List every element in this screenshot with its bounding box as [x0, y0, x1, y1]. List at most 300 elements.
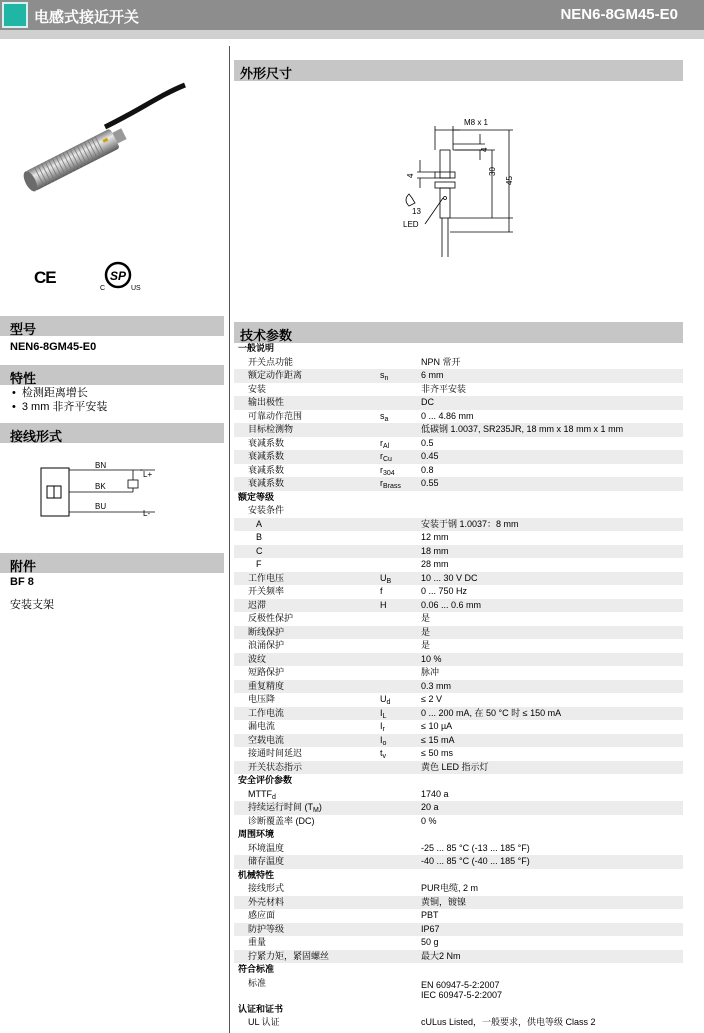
- spec-row: [234, 882, 683, 896]
- spec-label: [238, 774, 292, 788]
- spec-label-text: UL 认证: [248, 1017, 280, 1027]
- spec-value-text: 安装于钢 1.0037：8 mm: [421, 518, 519, 529]
- spec-value-text: ≤ 2 V: [421, 694, 442, 704]
- spec-value: [421, 599, 481, 613]
- spec-label-text: 短路保护: [248, 667, 285, 677]
- spec-symbol-subscript: Al: [383, 442, 390, 450]
- feature-item: • 3 mm 非齐平安装: [12, 400, 107, 414]
- dim-4-top-label: 4: [480, 147, 489, 152]
- spec-label-text: A: [256, 518, 263, 529]
- spec-value-text: 0 %: [421, 815, 437, 826]
- spec-value-text: 0 ... 200 mA, 在 50 °C 时 ≤ 150 mA: [421, 707, 562, 718]
- spec-label-text: 开关状态指示: [248, 761, 303, 772]
- spec-label-text: 一般说明: [238, 343, 275, 353]
- spec-label-text: B: [256, 532, 263, 542]
- spec-label-text: 波纹: [248, 653, 267, 664]
- spec-symbol-subscript: r: [382, 726, 385, 733]
- spec-label-text: 电压降: [248, 694, 276, 704]
- spec-group-heading: [234, 869, 683, 883]
- spec-label: [248, 572, 284, 586]
- column-divider: [229, 46, 230, 1033]
- spec-label: [248, 477, 284, 491]
- spec-value: [421, 450, 439, 464]
- spec-group-heading: [234, 342, 683, 356]
- csa-us-label: US: [131, 285, 141, 292]
- spec-symbol-subscript: a: [384, 415, 389, 423]
- spec-row: [234, 788, 683, 802]
- spec-label: [248, 734, 284, 748]
- spec-row: [234, 734, 683, 748]
- spec-value: [421, 585, 467, 599]
- spec-value-text: 10 ... 30 V DC: [421, 572, 478, 583]
- spec-symbol-text: r: [380, 478, 383, 488]
- header-bar: [0, 0, 704, 30]
- spec-row: [234, 815, 683, 829]
- spec-label-text: 漏电流: [248, 721, 276, 731]
- wire-bu-label: BU: [95, 502, 107, 511]
- spec-row: [234, 950, 683, 964]
- spec-value-text: 0.55: [421, 478, 439, 488]
- feature-item: • 检测距离增长: [12, 386, 107, 400]
- spec-symbol-text: s: [380, 410, 385, 421]
- dim-13-label: 13: [412, 207, 421, 216]
- spec-row: [234, 369, 683, 383]
- spec-value-text: -25 ... 85 °C (-13 ... 185 °F): [421, 842, 530, 853]
- product-model-title: NEN6-8GM45-E0: [560, 6, 678, 23]
- spec-label: [248, 761, 302, 775]
- spec-value-text: ≤ 15 mA: [421, 734, 455, 745]
- spec-label-text: 衰减系数: [248, 464, 285, 475]
- spec-value-text: 最大2 Nm: [421, 950, 461, 961]
- spec-label: [248, 639, 284, 653]
- spec-value: [421, 788, 449, 802]
- spec-row: [234, 531, 683, 545]
- spec-label-text: 开关点功能: [248, 356, 294, 367]
- spec-symbol-text: I: [380, 721, 383, 731]
- spec-label: [248, 356, 293, 370]
- spec-label: [238, 342, 274, 356]
- spec-label-text: 认证和证书: [238, 1003, 284, 1014]
- spec-value: [421, 626, 430, 640]
- spec-label-text: 重量: [248, 937, 267, 947]
- spec-value: [421, 477, 439, 491]
- spec-row: [234, 423, 683, 437]
- spec-label-text: 持续运行时间 (T: [248, 802, 313, 812]
- spec-label: [248, 626, 284, 640]
- accessory-code: BF 8: [10, 576, 34, 588]
- spec-row: [234, 761, 683, 775]
- spec-value-text: NPN 常开: [421, 356, 461, 367]
- spec-label: [248, 882, 284, 896]
- spec-row: [234, 693, 683, 707]
- spec-row: [234, 518, 683, 532]
- spec-value-text: 0.3 mm: [421, 680, 452, 691]
- spec-label-text: F: [256, 559, 262, 569]
- spec-label: [248, 896, 284, 910]
- spec-value: [421, 464, 434, 478]
- csa-c-label: C: [100, 285, 106, 292]
- spec-value: [421, 950, 461, 964]
- spec-label-text: 可靠动作范围: [248, 410, 303, 421]
- supply-plus-label: L+: [143, 470, 153, 479]
- spec-row: [234, 1016, 683, 1030]
- sensor-product-image: [10, 75, 200, 210]
- spec-label: [248, 599, 266, 613]
- spec-value-text: -40 ... 85 °C (-40 ... 185 °F): [421, 856, 530, 866]
- spec-value-text: IP67: [421, 923, 440, 934]
- spec-value-text: 黄色 LED 指示灯: [421, 761, 489, 772]
- spec-value: [421, 423, 623, 437]
- accessory-description: 安装支架: [10, 599, 54, 611]
- spec-label: [248, 842, 284, 856]
- spec-value-text: 6 mm: [421, 370, 444, 380]
- dimension-drawing: [395, 112, 525, 262]
- spec-value: [421, 653, 442, 667]
- spec-value-text: 黄铜，镀镍: [421, 896, 467, 907]
- spec-label: [248, 1016, 280, 1030]
- specs-heading: 技术参数: [234, 322, 683, 343]
- features-list: [12, 386, 107, 414]
- spec-value: [421, 720, 452, 734]
- spec-value: [421, 734, 454, 748]
- spec-value: [421, 855, 530, 869]
- spec-value: [421, 396, 434, 410]
- spec-value-text: ≤ 50 ms: [421, 748, 453, 758]
- spec-value-text: 低碳钢 1.0037, SR235JR, 18 mm x 18 mm x 1 mm: [421, 424, 624, 434]
- spec-symbol-text: s: [380, 370, 385, 380]
- led-label: LED: [403, 220, 419, 229]
- spec-label: [248, 855, 284, 869]
- spec-label-text: 外壳材料: [248, 896, 285, 907]
- supply-minus-label: L-: [143, 509, 151, 518]
- spec-row: [234, 450, 683, 464]
- spec-symbol-text: U: [380, 694, 387, 704]
- spec-value-text: 18 mm: [421, 545, 449, 556]
- spec-value-text: 0 ... 4.86 mm: [421, 410, 474, 421]
- spec-row: [234, 747, 683, 761]
- spec-label-subscript: d: [272, 793, 276, 801]
- spec-value-text: 20 a: [421, 802, 439, 812]
- spec-label: [248, 653, 266, 667]
- spec-row: [234, 545, 683, 559]
- header-subbar: [0, 30, 704, 39]
- spec-label-text: 浪涌保护: [248, 640, 285, 650]
- spec-row: [234, 437, 683, 451]
- spec-label-text: 感应面: [248, 910, 276, 920]
- spec-label: [256, 518, 262, 532]
- spec-value-text: 非齐平安装: [421, 383, 467, 394]
- spec-value-text: 28 mm: [421, 559, 449, 569]
- model-heading: 型号: [0, 316, 224, 336]
- spec-symbol-text: r: [380, 437, 383, 448]
- spec-row: [234, 410, 683, 424]
- spec-label-text: 迟滞: [248, 599, 267, 610]
- spec-value: [421, 936, 439, 950]
- spec-row: [234, 464, 683, 478]
- spec-label: [248, 464, 284, 478]
- spec-value: [421, 545, 449, 559]
- spec-row: [234, 599, 683, 613]
- spec-value: [421, 518, 519, 532]
- spec-value-text-2: IEC 60947-5-2:2007: [421, 989, 503, 1000]
- spec-value-text: 0.8: [421, 464, 434, 475]
- spec-label: [248, 369, 302, 383]
- spec-value-text: PBT: [421, 910, 439, 920]
- spec-label-text: 防护等级: [248, 923, 285, 934]
- spec-label: [256, 558, 262, 572]
- spec-symbol-text: r: [380, 451, 383, 461]
- spec-row: [234, 356, 683, 370]
- spec-value-text: 1740 a: [421, 788, 449, 799]
- spec-symbol-subscript: d: [386, 699, 391, 706]
- dim-thread-label: M8 x 1: [464, 118, 489, 127]
- spec-symbol-text: I: [380, 734, 383, 745]
- spec-value: [421, 639, 430, 653]
- spec-value: [421, 801, 439, 815]
- dim-45-label: 45: [505, 176, 514, 185]
- spec-symbol-subscript: o: [382, 739, 387, 747]
- spec-label-text: 机械特性: [238, 869, 275, 880]
- spec-row: [234, 707, 683, 721]
- spec-label: [256, 545, 263, 559]
- spec-label: [248, 612, 293, 626]
- spec-label-text: C: [256, 545, 263, 556]
- spec-symbol-subscript: n: [384, 375, 389, 382]
- spec-row: [234, 572, 683, 586]
- spec-value-text: DC: [421, 397, 434, 407]
- spec-label: [248, 680, 284, 694]
- spec-label-text: 安全评价参数: [238, 775, 293, 785]
- spec-value: [421, 923, 440, 937]
- spec-label-text: 环境温度: [248, 842, 285, 853]
- spec-value: [421, 437, 434, 451]
- spec-label-text: MTTF: [248, 788, 272, 799]
- spec-label: [248, 720, 275, 734]
- spec-value: [421, 896, 466, 910]
- spec-row: [234, 977, 683, 1003]
- spec-value: [421, 369, 444, 383]
- spec-row: [234, 909, 683, 923]
- spec-label: [248, 666, 284, 680]
- spec-label-text: 符合标准: [238, 964, 275, 974]
- spec-row: [234, 612, 683, 626]
- spec-label: [248, 909, 275, 923]
- spec-label: [238, 869, 274, 883]
- spec-symbol-subscript: Brass: [383, 483, 401, 490]
- spec-label-text: 接通时间延迟: [248, 748, 303, 758]
- spec-row: [234, 666, 683, 680]
- dim-4-left-label: 4: [406, 173, 415, 178]
- spec-label-text: 拧紧力矩，紧固螺丝: [248, 950, 330, 961]
- spec-label-text: 标准: [248, 977, 267, 988]
- spec-label: [248, 396, 284, 410]
- spec-symbol-text: f: [380, 586, 383, 596]
- spec-label-text: 额定动作距离: [248, 370, 303, 380]
- spec-label: [248, 504, 284, 518]
- spec-label: [238, 963, 274, 977]
- spec-label-text: 目标检测物: [248, 424, 294, 434]
- spec-label-text: 工作电压: [248, 572, 285, 583]
- spec-value: [421, 558, 449, 572]
- spec-symbol-subscript: Cu: [383, 456, 392, 463]
- spec-label-text: 断线保护: [248, 626, 285, 637]
- spec-value: [421, 815, 437, 829]
- spec-label: [248, 693, 275, 707]
- spec-group-heading: [234, 828, 683, 842]
- spec-symbol-text: I: [380, 707, 383, 718]
- spec-label-end: ): [318, 802, 322, 812]
- spec-label: [248, 923, 284, 937]
- spec-symbol-subscript: B: [386, 577, 392, 585]
- spec-label-text: 接线形式: [248, 883, 285, 893]
- spec-row: [234, 477, 683, 491]
- spec-label: [248, 423, 293, 437]
- spec-value-text: 10 %: [421, 653, 442, 664]
- spec-row: [234, 855, 683, 869]
- spec-label: [248, 450, 284, 464]
- spec-row: [234, 801, 683, 815]
- spec-label-text: 空载电流: [248, 734, 285, 745]
- spec-value: [421, 531, 449, 545]
- spec-row: [234, 383, 683, 397]
- spec-label-text: 工作电流: [248, 707, 285, 718]
- features-heading: 特性: [0, 365, 224, 385]
- spec-label: [248, 585, 284, 599]
- spec-value-text: 是: [421, 613, 431, 623]
- spec-label-text: 安装: [248, 383, 267, 394]
- spec-value: [421, 410, 474, 424]
- spec-row: [234, 842, 683, 856]
- spec-label: [248, 815, 315, 829]
- spec-label-text: 周围环境: [238, 829, 275, 839]
- spec-value-text: 0.06 ... 0.6 mm: [421, 599, 482, 610]
- spec-value: [421, 909, 439, 923]
- spec-group-heading: [234, 491, 683, 505]
- spec-label: [238, 828, 274, 842]
- spec-value-text: ≤ 10 µA: [421, 721, 453, 731]
- spec-value: [421, 1016, 596, 1030]
- spec-row: [234, 923, 683, 937]
- spec-value: [421, 882, 478, 896]
- spec-label-text: 储存温度: [248, 856, 285, 866]
- spec-symbol-text: H: [380, 599, 387, 610]
- spec-symbol-subscript: v: [382, 753, 387, 760]
- spec-value-text: 0.5: [421, 437, 434, 448]
- specs-table: [234, 342, 683, 1030]
- ce-mark-icon: CE: [34, 268, 56, 287]
- spec-label-text: 诊断覆盖率 (DC): [248, 815, 315, 826]
- spec-value: [421, 612, 430, 626]
- spec-group-heading: [234, 774, 683, 788]
- spec-value-text: 50 g: [421, 937, 439, 947]
- spec-label: [256, 531, 262, 545]
- spec-label: [248, 437, 284, 451]
- dimensions-heading: 外形尺寸: [234, 60, 683, 81]
- spec-value: [421, 747, 453, 761]
- spec-value: [421, 842, 530, 856]
- spec-label-text: 衰减系数: [248, 451, 285, 461]
- spec-group-heading: [234, 1003, 683, 1017]
- spec-label-text: 衰减系数: [248, 478, 285, 488]
- spec-value-text: 12 mm: [421, 532, 449, 542]
- spec-label: [248, 410, 302, 424]
- spec-symbol-text: r: [380, 464, 383, 475]
- spec-value: [421, 980, 502, 1000]
- spec-label-text: 反极性保护: [248, 613, 294, 623]
- spec-label: [238, 1003, 283, 1017]
- spec-label: [248, 977, 266, 991]
- model-value: NEN6-8GM45-E0: [10, 341, 97, 353]
- spec-symbol-subscript: L: [382, 712, 387, 720]
- spec-value: [421, 356, 461, 370]
- spec-label-text: 安装条件: [248, 505, 285, 515]
- spec-label-text: 输出极性: [248, 397, 285, 407]
- spec-value-text: 脉冲: [421, 667, 440, 677]
- spec-label-subscript: M: [313, 807, 319, 814]
- wire-bk-label: BK: [95, 482, 106, 491]
- spec-label: [238, 491, 274, 505]
- spec-symbol-subscript: 304: [383, 469, 395, 477]
- spec-group-heading: [234, 963, 683, 977]
- wire-bn-label: BN: [95, 461, 107, 470]
- product-category-title: 电感式接近开关: [34, 9, 140, 26]
- spec-value: [421, 666, 439, 680]
- spec-label: [248, 707, 284, 721]
- spec-value-text: 是: [421, 626, 431, 637]
- spec-value-text: 是: [421, 640, 431, 650]
- spec-value: [421, 693, 442, 707]
- spec-label: [248, 383, 266, 397]
- spec-row: [234, 653, 683, 667]
- spec-label-text: 额定等级: [238, 491, 275, 502]
- spec-value: [421, 761, 489, 775]
- spec-row: [234, 639, 683, 653]
- spec-row: [234, 558, 683, 572]
- spec-value-text: PUR电缆, 2 m: [421, 883, 479, 893]
- spec-value-text: cULus Listed，一般要求，供电等级 Class 2: [421, 1017, 596, 1027]
- spec-symbol-text: t: [380, 748, 383, 758]
- spec-value: [421, 680, 451, 694]
- spec-label: [248, 950, 329, 964]
- spec-value: [421, 383, 466, 397]
- brand-square: [2, 2, 28, 28]
- spec-value-text: 0 ... 750 Hz: [421, 586, 468, 596]
- wiring-heading: 接线形式: [0, 423, 224, 443]
- spec-label-text: 开关频率: [248, 586, 285, 596]
- spec-row: [234, 720, 683, 734]
- accessories-heading: 附件: [0, 553, 224, 573]
- spec-row: [234, 680, 683, 694]
- spec-label-text: 衰减系数: [248, 437, 285, 448]
- spec-label-text: 重复精度: [248, 680, 285, 691]
- spec-row: [234, 396, 683, 410]
- spec-value: [421, 572, 478, 586]
- dim-30-label: 30: [488, 167, 497, 176]
- spec-row: [234, 585, 683, 599]
- spec-label: [248, 747, 302, 761]
- wiring-diagram: [35, 458, 175, 522]
- spec-symbol-text: U: [380, 572, 387, 583]
- spec-value-text: 0.45: [421, 451, 439, 461]
- spec-row: [234, 626, 683, 640]
- spec-value-text: EN 60947-5-2:2007: [421, 979, 500, 990]
- spec-value: [421, 707, 561, 721]
- spec-row: [234, 896, 683, 910]
- spec-row: [234, 504, 683, 518]
- spec-label: [248, 936, 266, 950]
- spec-row: [234, 936, 683, 950]
- svg-text:SP: SP: [109, 269, 127, 283]
